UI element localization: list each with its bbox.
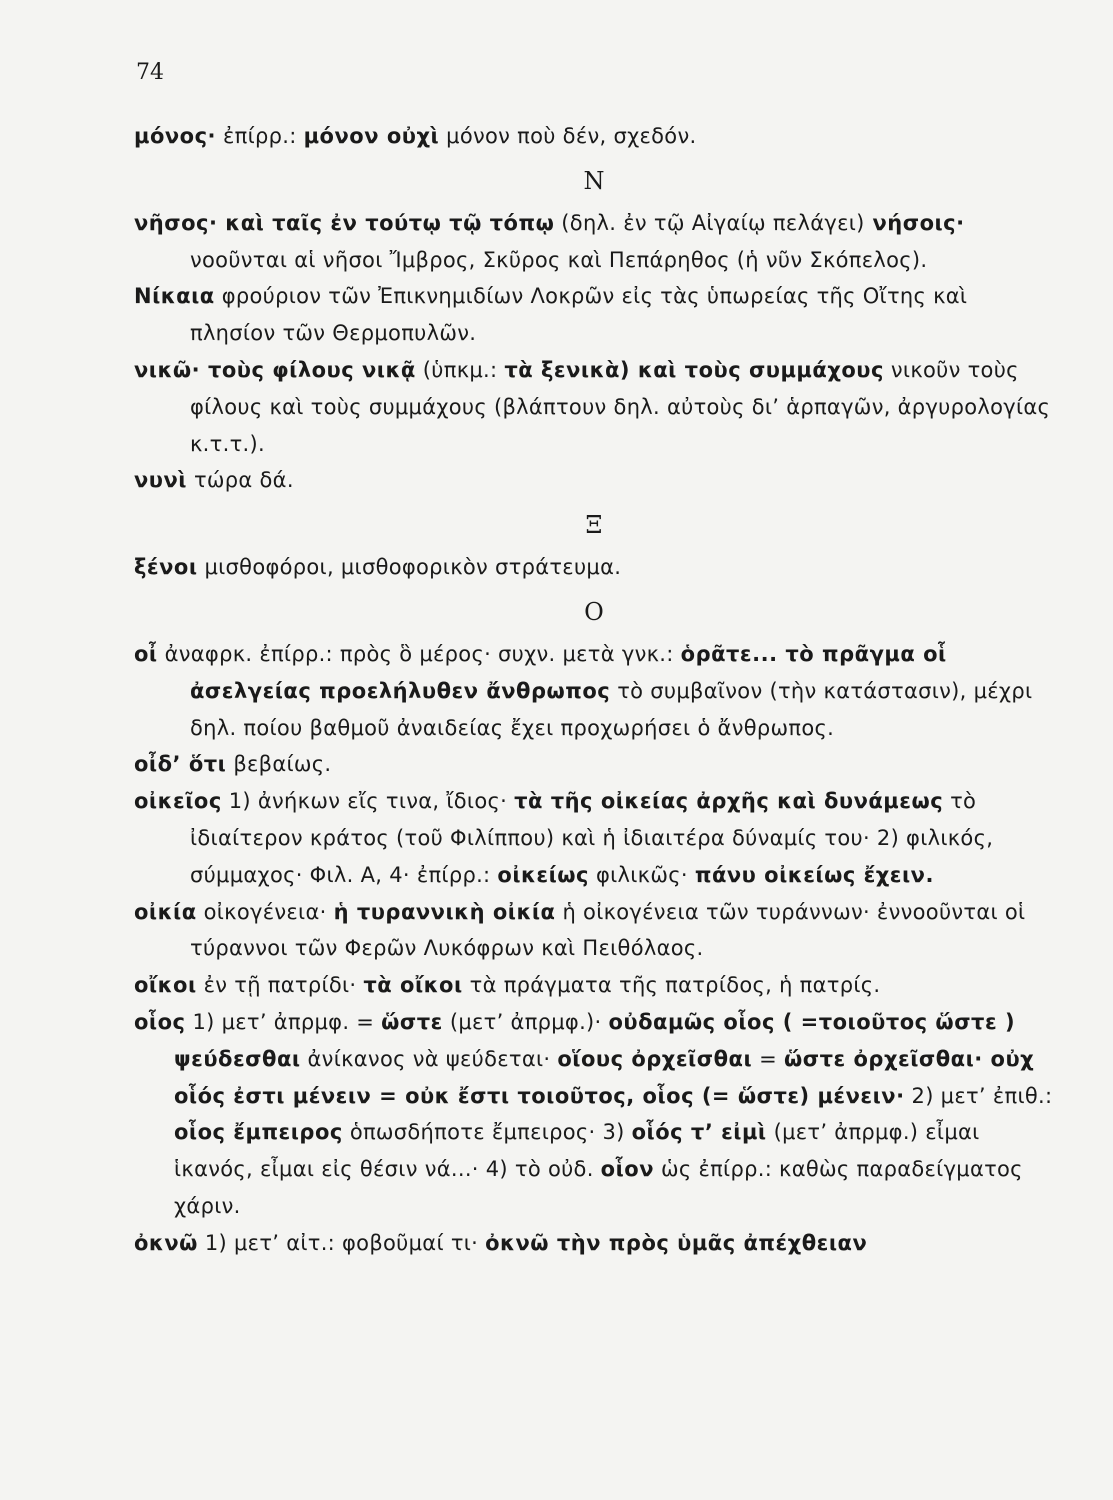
phrase: τὰ τῆς οἰκείας ἀρχῆς καὶ δυνάμεως	[514, 789, 944, 814]
definition: 1) μετ’ αἰτ.: φοβοῦμαί τι·	[197, 1230, 486, 1255]
entry-oikeios	[134, 783, 1054, 893]
definition: φρούριον τῶν Ἐπικνημιδίων Λοκρῶν εἰς τὰς ὑπωρείας τῆς Οἴτης καὶ πλησίον τῶν Θερμοπυλῶν.	[190, 284, 968, 346]
definition: μισθοφόροι, μισθοφορικὸν στράτευμα.	[197, 555, 622, 580]
headword: οἷος	[134, 1009, 186, 1034]
definition: τὸ συμβαῖνον (τὴν κατάστασιν), μέχρι δηλ. ποίου βαθμοῦ ἀναιδείας ἔχει προχωρήσει ὁ ἄνθρωπος.	[190, 678, 1033, 740]
definition: 1) μετ’ ἀπρμφ. =	[185, 1009, 382, 1034]
headword: νικῶ·	[134, 357, 201, 382]
entry-oikia	[134, 894, 1054, 968]
phrase: οὐδαμῶς οἷος ( =τοιοῦτος ὥστε ) ψεύδεσθαι	[174, 1009, 1016, 1071]
phrase: τὰ ξενικὰ) καὶ τοὺς συμμάχους	[504, 357, 884, 382]
entry-xenoi	[134, 549, 1054, 586]
headword: Νίκαια	[134, 284, 215, 309]
definition: οἰκογένεια·	[196, 899, 334, 924]
letter-heading-xi: Ξ	[585, 511, 603, 540]
headword: οἰκεῖος	[134, 789, 222, 814]
entry-okno	[134, 1225, 1054, 1262]
definition: τὰ πράγματα τῆς πατρίδος, ἡ πατρίς.	[462, 973, 881, 998]
definition: (δηλ. ἐν τῷ Αἰγαίῳ πελάγει)	[554, 210, 865, 235]
page-number: 74	[136, 60, 164, 85]
phrase: ὥστε	[381, 1009, 443, 1034]
phrase: ἡ τυραννικὴ οἰκία	[333, 899, 556, 924]
definition: νικοῦν τοὺς φίλους καὶ τοὺς συμμάχους (βλάπτουν δηλ. αὐτοὺς δι’ ἁρπαγῶν, ἀργυρολογίας κ.τ.τ.).	[190, 357, 1051, 456]
entry-oikoi	[134, 967, 1054, 1004]
headword: νυνὶ	[134, 468, 187, 493]
phrase: τὰ οἴκοι	[363, 973, 463, 998]
entry-nesos	[134, 205, 1054, 279]
headword: οἴκοι	[134, 973, 197, 998]
headword: οἰκία	[134, 899, 197, 924]
definition: =	[752, 1046, 784, 1071]
phrase: νήσοις·	[864, 210, 965, 235]
definition: ὡς ἐπίρρ.: καθὼς παραδείγματος χάριν.	[174, 1157, 1023, 1218]
entry-nuni	[134, 462, 1054, 499]
phrase: οἷος ἔμπειρος	[174, 1120, 343, 1145]
letter-heading-nu: Ν	[583, 166, 605, 195]
definition: (ὑπκμ.:	[415, 357, 505, 382]
phrase: ὥστε ὀρχεῖσθαι· οὐχ οἷός ἐστι μένειν = οὐκ ἔστι τοιοῦτος, οἷος (= ὥστε) μένειν·	[174, 1046, 1035, 1108]
definition: νοοῦνται αἱ νῆσοι Ἴμβρος, Σκῦρος καὶ Πεπάρηθος (ἡ νῦν Σκόπελος).	[190, 247, 928, 272]
entry-oios	[134, 1004, 1054, 1225]
definition: βεβαίως.	[226, 752, 332, 777]
definition: φιλικῶς·	[589, 862, 695, 887]
entry-oi	[134, 636, 1054, 746]
headword: ὀκνῶ	[134, 1230, 198, 1255]
letter-heading-omicron: Ο	[584, 597, 604, 626]
phrase: πάνυ οἰκείως ἔχειν.	[694, 862, 934, 887]
definition: τώρα δά.	[186, 468, 294, 493]
definition: μόνον ποὺ δέν, σχεδόν.	[439, 124, 697, 148]
definition: ὁπωσδήποτε ἔμπειρος· 3)	[342, 1120, 632, 1145]
definition: 2) μετ’ ἐπιθ.:	[904, 1083, 1053, 1108]
phrase: μόνον οὐχὶ	[303, 124, 440, 148]
headword: οἶ	[134, 641, 158, 666]
phrase: οἵους ὀρχεῖσθαι	[557, 1046, 753, 1071]
definition: (μετ’ ἀπρμφ.) εἶμαι ἱκανός, εἶμαι εἰς θέσιν νά...· 4) τὸ οὐδ.	[174, 1120, 980, 1182]
phrase: τοὺς φίλους νικᾷ	[200, 357, 416, 382]
dictionary-text	[134, 118, 1054, 1262]
definition: (μετ’ ἀπρμφ.)·	[442, 1009, 609, 1034]
entry-nikaia	[134, 278, 1054, 352]
phrase: ὁρᾶτε... τὸ πρᾶγμα οἷ ἀσελγείας προελήλυθεν ἄνθρωπος	[190, 641, 947, 703]
definition: ἐπίρρ.:	[216, 124, 304, 148]
headword: μόνος·	[134, 124, 217, 148]
phrase: οἰκείως	[497, 862, 590, 887]
entry-monos	[134, 118, 1054, 155]
phrase: ὀκνῶ τὴν πρὸς ὑμᾶς ἀπέχθειαν	[485, 1230, 868, 1255]
phrase: καὶ ταῖς ἐν τούτῳ τῷ τόπῳ	[217, 210, 555, 235]
phrase: οἷός τ’ εἰμὶ	[631, 1120, 767, 1145]
phrase: οἷον	[600, 1157, 654, 1182]
headword: ξένοι	[134, 555, 198, 580]
definition: 1) ἀνήκων εἴς τινα, ἴδιος·	[221, 789, 515, 814]
headword: νῆσος·	[134, 210, 218, 235]
headword: οἶδ’ ὅτι	[134, 752, 227, 777]
definition: ἀνίκανος νὰ ψεύδεται·	[300, 1046, 558, 1071]
entry-oid	[134, 746, 1054, 783]
definition: ἀναφρκ. ἐπίρρ.: πρὸς ὃ μέρος· συχν. μετὰ γνκ.:	[157, 641, 681, 666]
entry-niko	[134, 352, 1054, 462]
definition: ἡ οἰκογένεια τῶν τυράννων· ἐννοοῦνται οἱ τύραννοι τῶν Φερῶν Λυκόφρων καὶ Πειθόλαος.	[190, 899, 1026, 961]
definition: τὸ ἰδιαίτερον κράτος (τοῦ Φιλίππου) καὶ ἡ ἰδιαιτέρα δύναμίς του· 2) φιλικός, σύμμαχος· Φιλ. Α, 4· ἐπίρρ.:	[190, 789, 994, 887]
definition: ἐν τῇ πατρίδι·	[196, 973, 364, 998]
